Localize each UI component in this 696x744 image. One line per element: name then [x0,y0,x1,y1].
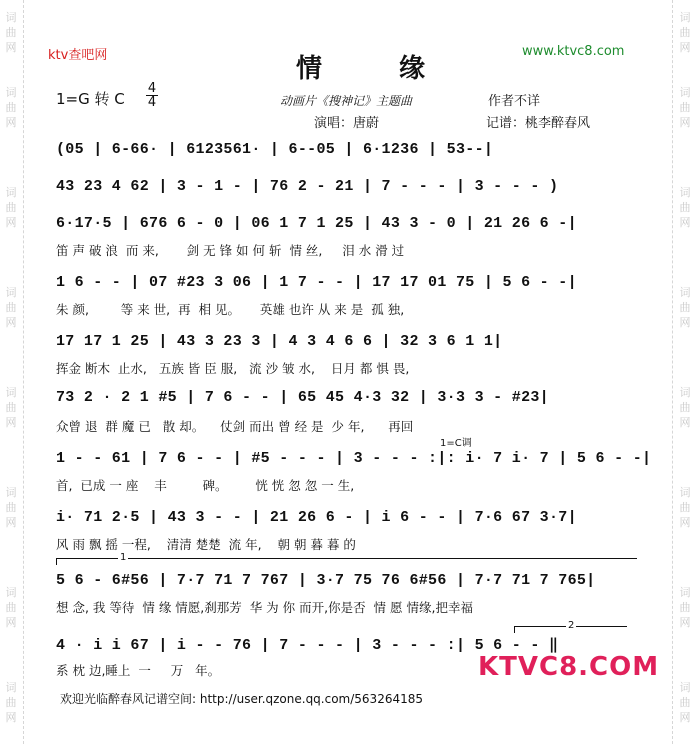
key-label: 1=G 转 C [56,90,125,108]
notation-row: 5 6 - 6#56 | 7·7 71 7 767 | 3·7 75 76 6#56 | 7·7 71 7 765| [56,572,596,589]
watermark-text: 词 曲 网 [5,286,17,329]
watermark-text: 词 曲 网 [679,486,691,529]
watermark-text: 词 曲 网 [679,681,691,724]
notation-row: 6·17·5 | 676 6 - 0 | 06 1 7 1 25 | 43 3 - 0 | 21 26 6 -| [56,215,577,232]
left-divider [23,0,24,744]
site-name-left[interactable]: ktv查吧网 [48,48,108,63]
first-ending-number: 1 [120,552,127,563]
watermark-text: 词 曲 网 [5,386,17,429]
watermark-text: 词 曲 网 [5,11,17,54]
watermark-text: 词 曲 网 [679,11,691,54]
time-sig-top: 4 [147,81,157,96]
notation-row: (05 | 6-66· | 6123561· | 6--05 | 6·1236 | 53--| [56,141,494,158]
watermark-text: 词 曲 网 [679,286,691,329]
watermark-text: 词 曲 网 [5,86,17,129]
watermark-text: 词 曲 网 [5,486,17,529]
watermark-text: 词 曲 网 [5,586,17,629]
footer-text[interactable]: 欢迎光临醉春风记谱空间: http://user.qzone.qq.com/563264185 [60,692,424,706]
left-watermark-column [0,0,22,744]
lyrics-row: 众曾 退 群 魔 已 散 却。 仗剑 而出 曾 经 是 少 年, 再回 [56,419,414,434]
song-transcriber: 记谱：桃李醉春风 [486,116,591,131]
lyrics-row: 挥金 断木 止水, 五族 皆 臣 服, 流 沙 皱 水, 日月 都 惧 畏, [56,361,410,376]
watermark-text: 词 曲 网 [5,681,17,724]
right-divider [672,0,673,744]
second-ending-number: 2 [568,620,575,631]
lyrics-row: 首, 已成 一 座 丰 碑。 恍 恍 忽 忽 一 生, [56,478,355,493]
lyrics-row: 系 枕 边,睡上 一 万 年。 [56,663,300,678]
lyrics-row: 想 念, 我 等待 情 缘 情愿,刹那芳 华 为 你 而开,你是否 情 愿 情缘,把幸福 [56,600,473,615]
song-subtitle: 动画片《搜神记》主题曲 [280,94,413,108]
notation-row: 1 6 - - | 07 #23 3 06 | 1 7 - - | 17 17 01 75 | 5 6 - -| [56,274,577,291]
notation-row: 73 2 · 2 1 #5 | 7 6 - - | 65 45 4·3 32 | 3·3 3 - #23| [56,389,549,406]
song-title: 情 缘 [296,54,460,84]
notation-row: 1 - - 61 | 7 6 - - | #5 - - - | 3 - - - :|: i· 7 i· 7 | 5 6 - -| [56,450,652,467]
lyrics-row: 风 雨 飘 摇 一程, 清清 楚楚 流 年, 朝 朝 暮 暮 的 [56,537,356,552]
notation-row: 43 23 4 62 | 3 - 1 - | 76 2 - 21 | 7 - - - | 3 - - - ) [56,178,559,195]
right-watermark-column [674,0,696,744]
volta-key-label: 1=C调 [440,438,472,449]
lyrics-row: 笛 声 破 浪 而 来, 剑 无 锋 如 何 斩 情 丝, 泪 水 滑 过 [56,243,405,258]
watermark-text: 词 曲 网 [679,386,691,429]
time-sig-bottom: 4 [147,95,157,110]
brand-watermark: KTVC8.COM [478,652,660,682]
key-signature [56,88,125,109]
song-singer: 演唱：唐蔚 [314,116,380,131]
notation-row: 4 · i i 67 | i - - 76 | 7 - - - | 3 - - - :| 5 6 - - ‖ [56,637,559,654]
watermark-text: 词 曲 网 [679,586,691,629]
notation-row: 17 17 1 25 | 43 3 23 3 | 4 3 4 6 6 | 32 3 6 1 1| [56,333,503,350]
time-signature [146,82,158,109]
watermark-text: 词 曲 网 [679,86,691,129]
song-author: 作者不详 [488,94,541,109]
first-ending-bracket [56,558,637,565]
watermark-text: 词 曲 网 [5,186,17,229]
notation-row: i· 71 2·5 | 43 3 - - | 21 26 6 - | i 6 - - | 7·6 67 3·7| [56,509,577,526]
lyrics-row: 朱 颜, 等 来 世, 再 相 见。 英雄 也许 从 来 是 孤 独, [56,302,405,317]
site-url-right[interactable]: www.ktvc8.com [522,44,625,59]
watermark-text: 词 曲 网 [679,186,691,229]
